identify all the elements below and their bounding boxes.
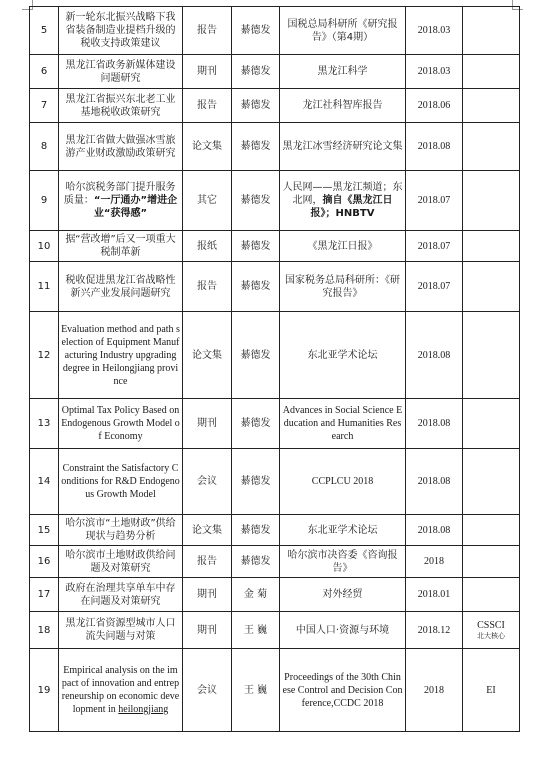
title-cell: Constraint the Satisfactory Conditions for R&D Endogenous Growth Model	[59, 449, 183, 515]
title-cell: 哈尔滨市土地财政供给问题及对策研究	[59, 546, 183, 578]
title-underlined-text: heilongjiang	[118, 704, 169, 715]
row-number: 11	[30, 262, 59, 312]
year-cell: 2018.08	[406, 312, 463, 399]
note-cell	[463, 7, 520, 55]
table-row	[30, 578, 520, 612]
row-number: 14	[30, 449, 59, 515]
source-cell: 东北亚学术论坛	[280, 312, 406, 399]
row-number: 7	[30, 89, 59, 123]
type-cell: 其它	[183, 171, 232, 231]
author-cell: 綦德发	[232, 7, 280, 55]
type-cell: 论文集	[183, 312, 232, 399]
title-cell: 新一轮东北振兴战略下我省装备制造业提档升级的税收支持政策建议	[59, 7, 183, 55]
row-number: 8	[30, 123, 59, 171]
row-number: 13	[30, 399, 59, 449]
row-number: 17	[30, 578, 59, 612]
type-cell: 期刊	[183, 612, 232, 649]
title-bold-text: “一厅通办”增进企业“获得感”	[93, 195, 178, 219]
year-cell: 2018.12	[406, 612, 463, 649]
table-row	[30, 515, 520, 546]
note-cell	[463, 171, 520, 231]
source-cell: 国家税务总局科研所：《研究报告》	[280, 262, 406, 312]
source-cell: CCPLCU 2018	[280, 449, 406, 515]
table-row	[30, 89, 520, 123]
table-row	[30, 399, 520, 449]
type-cell: 论文集	[183, 123, 232, 171]
title-cell: 据“营改增”后又一项重大税制革新	[59, 231, 183, 262]
title-cell: Optimal Tax Policy Based on Endogenous Growth Model of Economy	[59, 399, 183, 449]
year-cell: 2018	[406, 546, 463, 578]
table-row	[30, 123, 520, 171]
year-cell: 2018.08	[406, 123, 463, 171]
row-number: 5	[30, 7, 59, 55]
source-bold-text: 摘自《黑龙江日报》；HNBTV	[310, 195, 393, 219]
source-cell: 中国人口·资源与环境	[280, 612, 406, 649]
source-cell: 黑龙江冰雪经济研究论文集	[280, 123, 406, 171]
year-cell: 2018.07	[406, 171, 463, 231]
year-cell: 2018.01	[406, 578, 463, 612]
table-row	[30, 449, 520, 515]
note-cell	[463, 399, 520, 449]
table-row	[30, 7, 520, 55]
source-cell: Proceedings of the 30th Chinese Control and Decision Conference,CCDC 2018	[280, 649, 406, 732]
table-row	[30, 55, 520, 89]
index-sub-badge: 北大核心	[477, 632, 505, 640]
publication-table	[29, 6, 520, 732]
table-row	[30, 262, 520, 312]
note-cell	[463, 515, 520, 546]
note-cell	[463, 55, 520, 89]
note-cell	[463, 578, 520, 612]
row-number: 15	[30, 515, 59, 546]
title-cell: 黑龙江省振兴东北老工业基地税收政策研究	[59, 89, 183, 123]
author-cell: 綦德发	[232, 55, 280, 89]
author-cell: 綦德发	[232, 399, 280, 449]
source-cell: Advances in Social Science Education and Humanities Research	[280, 399, 406, 449]
note-cell	[463, 546, 520, 578]
author-cell: 綦德发	[232, 546, 280, 578]
source-cell	[280, 171, 406, 231]
title-text: Empirical analysis on the impact of innovation and entrepreneurship on economic development in	[61, 665, 180, 715]
note-cell	[463, 89, 520, 123]
index-badge: CSSCI	[477, 620, 505, 631]
author-cell: 王 巍	[232, 612, 280, 649]
year-cell: 2018.06	[406, 89, 463, 123]
type-cell: 报告	[183, 262, 232, 312]
type-cell: 报告	[183, 546, 232, 578]
title-cell: 哈尔滨市“土地财政”供给现状与趋势分析	[59, 515, 183, 546]
type-cell: 论文集	[183, 515, 232, 546]
title-cell: Evaluation method and path selection of Equipment Manufacturing Industry upgrading degree in Heilongjiang province	[59, 312, 183, 399]
title-cell: 政府在治理共享单车中存在问题及对策研究	[59, 578, 183, 612]
type-cell: 报告	[183, 89, 232, 123]
author-cell: 綦德发	[232, 89, 280, 123]
source-cell: 东北亚学术论坛	[280, 515, 406, 546]
author-cell: 綦德发	[232, 312, 280, 399]
source-cell: 黑龙江科学	[280, 55, 406, 89]
year-cell: 2018.07	[406, 262, 463, 312]
type-cell: 报告	[183, 7, 232, 55]
type-cell: 会议	[183, 449, 232, 515]
row-number: 12	[30, 312, 59, 399]
table-row	[30, 171, 520, 231]
type-cell: 期刊	[183, 578, 232, 612]
note-cell	[463, 123, 520, 171]
source-cell: 《黑龙江日报》	[280, 231, 406, 262]
table-row	[30, 612, 520, 649]
note-cell	[463, 312, 520, 399]
title-cell	[59, 171, 183, 231]
title-text: 哈尔滨税务部门提升服务质量：	[63, 182, 176, 206]
source-cell: 哈尔滨市决咨委《咨询报告》	[280, 546, 406, 578]
table-row	[30, 312, 520, 399]
row-number: 16	[30, 546, 59, 578]
year-cell: 2018.08	[406, 515, 463, 546]
row-number: 18	[30, 612, 59, 649]
title-cell	[59, 649, 183, 732]
note-cell	[463, 262, 520, 312]
author-cell: 綦德发	[232, 515, 280, 546]
year-cell: 2018.08	[406, 449, 463, 515]
row-number: 6	[30, 55, 59, 89]
year-cell: 2018.08	[406, 399, 463, 449]
year-cell: 2018	[406, 649, 463, 732]
author-cell: 綦德发	[232, 171, 280, 231]
source-cell: 对外经贸	[280, 578, 406, 612]
type-cell: 期刊	[183, 55, 232, 89]
note-cell	[463, 449, 520, 515]
author-cell: 綦德发	[232, 262, 280, 312]
table-row	[30, 649, 520, 732]
table-row	[30, 231, 520, 262]
type-cell: 期刊	[183, 399, 232, 449]
note-cell	[463, 612, 520, 649]
type-cell: 会议	[183, 649, 232, 732]
row-number: 10	[30, 231, 59, 262]
author-cell: 綦德发	[232, 231, 280, 262]
title-cell: 税收促进黑龙江省战略性新兴产业发展问题研究	[59, 262, 183, 312]
year-cell: 2018.03	[406, 7, 463, 55]
title-cell: 黑龙江省资源型城市人口流失问题与对策	[59, 612, 183, 649]
table-row	[30, 546, 520, 578]
author-cell: 綦德发	[232, 123, 280, 171]
author-cell: 綦德发	[232, 449, 280, 515]
note-cell: EI	[463, 649, 520, 732]
source-cell: 国税总局科研所《研究报告》（第4期）	[280, 7, 406, 55]
title-cell: 黑龙江省做大做强冰雪旅游产业财政激励政策研究	[59, 123, 183, 171]
author-cell: 金 菊	[232, 578, 280, 612]
row-number: 19	[30, 649, 59, 732]
note-cell	[463, 231, 520, 262]
year-cell: 2018.07	[406, 231, 463, 262]
source-cell: 龙江社科智库报告	[280, 89, 406, 123]
type-cell: 报纸	[183, 231, 232, 262]
title-cell: 黑龙江省政务新媒体建设问题研究	[59, 55, 183, 89]
row-number: 9	[30, 171, 59, 231]
author-cell: 王 巍	[232, 649, 280, 732]
source-text: 人民网——黑龙江频道；东北网，	[282, 182, 403, 206]
year-cell: 2018.03	[406, 55, 463, 89]
